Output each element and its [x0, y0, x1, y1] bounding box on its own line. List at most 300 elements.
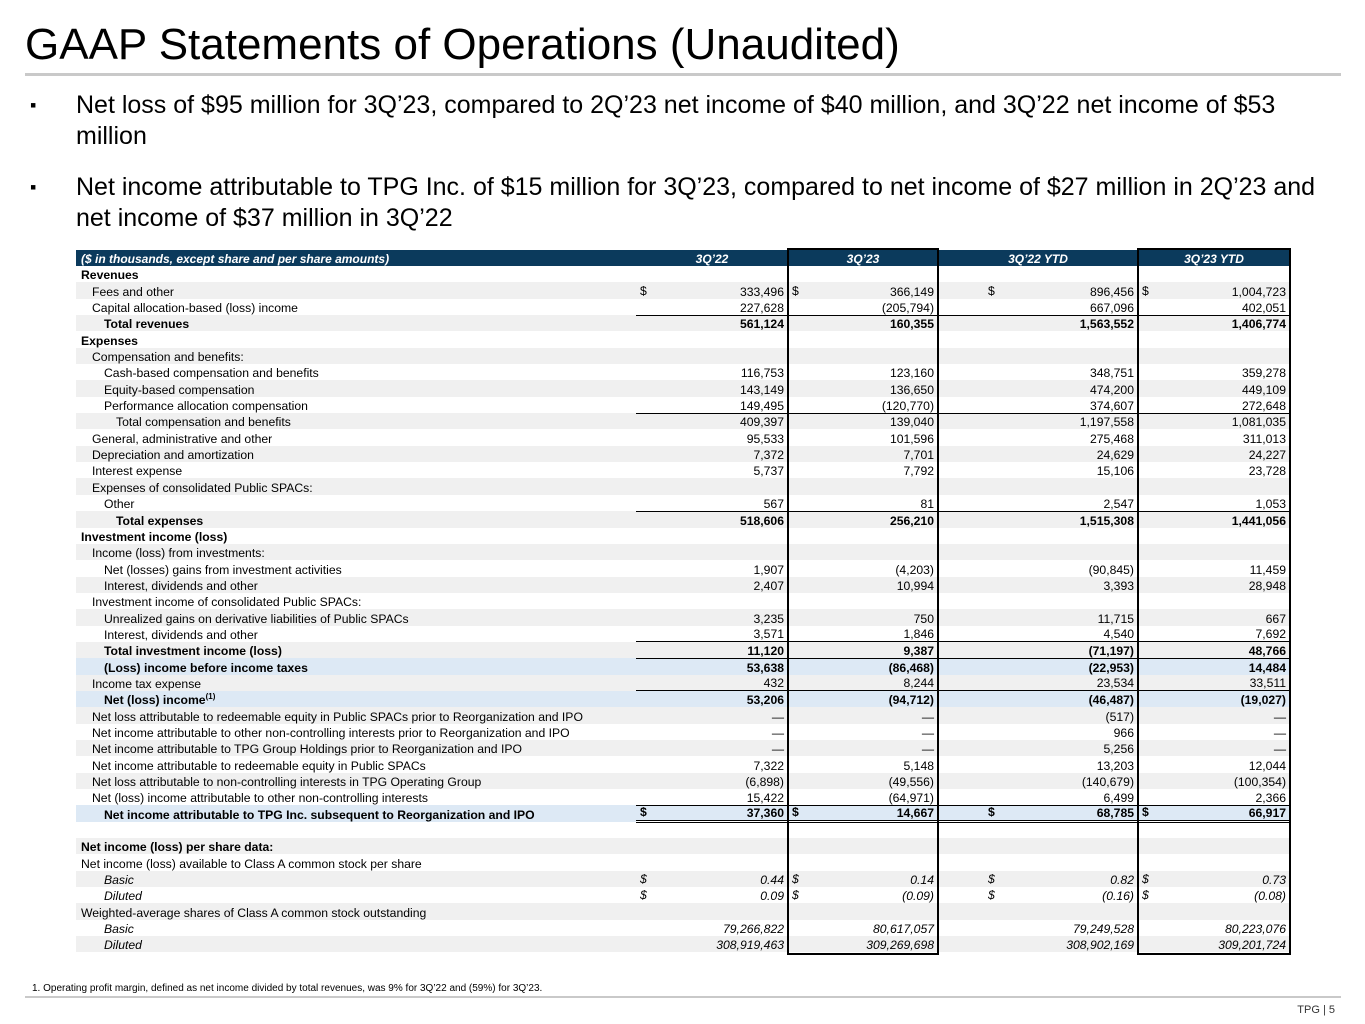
cell-value: 15,106	[1096, 464, 1134, 479]
table-row	[76, 871, 1290, 887]
cell-value: —	[1273, 742, 1286, 757]
cell-3q22-ytd	[938, 282, 1138, 298]
cell-value: 366,149	[889, 284, 934, 299]
cell-value: 561,124	[739, 317, 784, 332]
row-label-text: Total investment income (loss)	[104, 644, 282, 659]
cell-3q23	[788, 675, 938, 691]
row-label	[76, 936, 636, 952]
page-number: TPG | 5	[1297, 1004, 1335, 1016]
dollar-sign: $	[640, 872, 647, 887]
cell-3q23-ytd	[1138, 675, 1290, 691]
cell-3q22-ytd	[938, 446, 1138, 462]
row-label-text: Net (losses) gains from investment activities	[104, 562, 342, 577]
table-row	[76, 822, 1290, 838]
table-row	[76, 299, 1290, 315]
cell-3q23	[788, 822, 938, 838]
row-label	[76, 642, 636, 658]
row-label-text: Income (loss) from investments:	[92, 546, 265, 561]
row-label-text: Expenses of consolidated Public SPACs:	[92, 480, 313, 495]
cell-3q22-ytd	[938, 658, 1138, 674]
cell-3q22-ytd	[938, 626, 1138, 642]
cell-3q23	[788, 544, 938, 560]
row-label	[76, 691, 636, 707]
cell-3q22-ytd	[938, 528, 1138, 544]
cell-value: 23,534	[1096, 676, 1134, 691]
cell-value: (0.16)	[1102, 889, 1134, 904]
table-row	[76, 364, 1290, 380]
cell-value: 143,149	[739, 382, 784, 397]
cell-3q22	[636, 413, 788, 429]
dollar-sign: $	[640, 283, 647, 298]
table-row	[76, 380, 1290, 396]
dollar-sign: $	[640, 805, 647, 820]
cell-value: 95,533	[746, 431, 784, 446]
row-label-text: Net loss attributable to non-controlling interests in TPG Operating Group	[92, 775, 482, 789]
cell-value: (64,971)	[888, 790, 934, 805]
cell-value: 256,210	[889, 513, 934, 528]
row-label-text: Compensation and benefits:	[92, 350, 244, 365]
cell-3q22-ytd	[938, 462, 1138, 478]
cell-value: 6,499	[1103, 790, 1134, 805]
cell-value: 1,081,035	[1231, 415, 1286, 430]
row-label-text: Net (loss) income attributable to other non-controlling interests	[92, 791, 428, 806]
cell-value: 24,629	[1096, 448, 1134, 463]
cell-value: 37,360	[746, 806, 784, 821]
cell-3q22	[636, 854, 788, 870]
cell-3q23	[788, 838, 938, 854]
cell-3q22	[636, 577, 788, 593]
cell-value: (6,898)	[745, 775, 784, 789]
cell-3q23-ytd	[1138, 805, 1290, 821]
cell-3q22	[636, 789, 788, 805]
cell-3q23	[788, 462, 938, 478]
row-label-text: Net income attributable to TPG Inc. subsequent to Reorganization and IPO	[104, 807, 535, 822]
table-row	[76, 577, 1290, 593]
cell-value: —	[921, 709, 934, 724]
cell-value: 68,785	[1096, 806, 1134, 821]
cell-3q23	[788, 887, 938, 903]
row-label-text: Equity-based compensation	[104, 382, 255, 397]
row-label-text: Basic	[104, 922, 134, 937]
cell-3q23-ytd	[1138, 495, 1290, 511]
cell-3q22	[636, 462, 788, 478]
dollar-sign: $	[792, 283, 799, 298]
cell-3q22-ytd	[938, 380, 1138, 396]
cell-value: (71,197)	[1088, 643, 1134, 658]
table-row	[76, 691, 1290, 707]
summary-bullets	[30, 90, 1350, 254]
row-label	[76, 315, 636, 331]
bullet-marker: ▪	[30, 95, 37, 115]
table-row	[76, 854, 1290, 870]
dollar-sign: $	[1142, 872, 1149, 887]
cell-value: 7,372	[753, 448, 784, 463]
row-label	[76, 773, 636, 789]
cell-value: 136,650	[889, 382, 934, 397]
cell-value: 5,148	[903, 758, 934, 773]
row-label-text: Net income attributable to redeemable equity in Public SPACs	[92, 758, 426, 773]
cell-value: 7,322	[753, 758, 784, 773]
cell-3q23	[788, 495, 938, 511]
table-row	[76, 593, 1290, 609]
cell-3q22-ytd	[938, 544, 1138, 560]
cell-3q22-ytd	[938, 903, 1138, 919]
table-body	[76, 266, 1290, 952]
cell-3q23-ytd	[1138, 626, 1290, 642]
table-row	[76, 413, 1290, 429]
cell-3q23	[788, 528, 938, 544]
cell-3q23-ytd	[1138, 446, 1290, 462]
cell-3q23	[788, 920, 938, 936]
cell-3q23-ytd	[1138, 642, 1290, 658]
table-row	[76, 429, 1290, 445]
row-label	[76, 364, 636, 380]
cell-3q22-ytd	[938, 609, 1138, 625]
cell-value: 2,407	[753, 578, 784, 593]
table-row	[76, 315, 1290, 331]
cell-3q23	[788, 560, 938, 576]
cell-3q23-ytd	[1138, 577, 1290, 593]
cell-value: (205,794)	[881, 300, 934, 315]
table-row	[76, 805, 1290, 821]
cell-value: 8,244	[903, 676, 934, 691]
table-row	[76, 789, 1290, 805]
cell-value: (19,027)	[1240, 693, 1286, 708]
cell-value: 15,422	[746, 790, 784, 805]
cell-value: 272,648	[1241, 398, 1286, 413]
cell-value: 33,511	[1249, 676, 1286, 691]
cell-3q22-ytd	[938, 756, 1138, 772]
cell-3q23-ytd	[1138, 560, 1290, 576]
cell-value: 48,766	[1248, 643, 1286, 658]
cell-3q23	[788, 707, 938, 723]
cell-value: —	[771, 742, 784, 757]
table-row	[76, 724, 1290, 740]
cell-3q23	[788, 871, 938, 887]
table-row	[76, 348, 1290, 364]
cell-3q23-ytd	[1138, 331, 1290, 347]
cell-3q23	[788, 397, 938, 413]
row-label	[76, 593, 636, 609]
cell-3q23-ytd	[1138, 789, 1290, 805]
cell-3q23	[788, 805, 938, 821]
row-label	[76, 299, 636, 315]
cell-3q22	[636, 658, 788, 674]
cell-3q23	[788, 266, 938, 282]
cell-value: 348,751	[1089, 366, 1134, 381]
cell-value: 116,753	[740, 366, 784, 381]
cell-3q22-ytd	[938, 413, 1138, 429]
title-divider	[25, 73, 1341, 76]
cell-value: 66,917	[1248, 806, 1286, 821]
row-label	[76, 724, 636, 740]
cell-3q23	[788, 380, 938, 396]
row-label	[76, 577, 636, 593]
cell-3q22	[636, 380, 788, 396]
cell-3q22-ytd	[938, 773, 1138, 789]
cell-3q22	[636, 364, 788, 380]
row-label	[76, 609, 636, 625]
cell-3q23	[788, 936, 938, 952]
cell-value: (94,712)	[888, 693, 934, 708]
cell-3q23-ytd	[1138, 724, 1290, 740]
row-label	[76, 903, 636, 919]
cell-value: 149,495	[739, 398, 784, 413]
table-row	[76, 903, 1290, 919]
cell-value: —	[771, 709, 784, 724]
cell-3q23-ytd	[1138, 936, 1290, 952]
cell-3q23-ytd	[1138, 282, 1290, 298]
statement-of-operations-table	[76, 250, 1290, 952]
table-row	[76, 478, 1290, 494]
cell-3q23	[788, 658, 938, 674]
cell-3q22-ytd	[938, 740, 1138, 756]
row-label	[76, 380, 636, 396]
row-label	[76, 871, 636, 887]
cell-value: (120,770)	[881, 398, 934, 413]
cell-value: —	[771, 725, 784, 740]
cell-value: 750	[913, 611, 934, 626]
cell-value: 5,256	[1103, 742, 1134, 757]
table-row	[76, 609, 1290, 625]
row-label-text: Total revenues	[104, 317, 190, 332]
cell-value: 227,628	[739, 300, 784, 315]
cell-3q23	[788, 331, 938, 347]
cell-value: 139,040	[889, 415, 934, 430]
cell-value: 24,227	[1248, 448, 1286, 463]
dollar-sign: $	[1142, 283, 1149, 298]
cell-3q23	[788, 756, 938, 772]
cell-3q22	[636, 887, 788, 903]
cell-3q23-ytd	[1138, 854, 1290, 870]
cell-value: 13,203	[1096, 758, 1134, 773]
cell-value: 11,715	[1097, 611, 1134, 626]
cell-3q22-ytd	[938, 854, 1138, 870]
dollar-sign: $	[988, 872, 995, 887]
row-label-text: Cash-based compensation and benefits	[104, 366, 319, 381]
cell-3q23-ytd	[1138, 756, 1290, 772]
cell-3q22-ytd	[938, 266, 1138, 282]
cell-value: 3,393	[1103, 578, 1134, 593]
cell-3q22-ytd	[938, 789, 1138, 805]
table-row	[76, 756, 1290, 772]
cell-3q23	[788, 593, 938, 609]
cell-value: 567	[763, 496, 784, 511]
cell-3q22	[636, 348, 788, 364]
table-row	[76, 544, 1290, 560]
cell-3q22	[636, 609, 788, 625]
cell-value: 81	[920, 496, 934, 511]
cell-3q22-ytd	[938, 936, 1138, 952]
header-3q22: 3Q’22	[636, 250, 788, 266]
cell-3q22-ytd	[938, 593, 1138, 609]
cell-3q22	[636, 331, 788, 347]
cell-3q22-ytd	[938, 707, 1138, 723]
cell-3q23	[788, 724, 938, 740]
cell-3q22	[636, 691, 788, 707]
cell-3q23-ytd	[1138, 511, 1290, 527]
cell-3q22	[636, 511, 788, 527]
cell-3q23-ytd	[1138, 871, 1290, 887]
cell-3q23-ytd	[1138, 740, 1290, 756]
row-label-text: Interest, dividends and other	[104, 578, 258, 593]
cell-3q22	[636, 822, 788, 838]
cell-value: 80,223,076	[1225, 922, 1286, 937]
cell-3q22-ytd	[938, 838, 1138, 854]
row-label-text: Revenues	[81, 268, 139, 283]
row-label	[76, 397, 636, 413]
cell-3q22	[636, 773, 788, 789]
cell-3q22	[636, 756, 788, 772]
footer-divider	[25, 996, 1341, 998]
cell-3q23-ytd	[1138, 462, 1290, 478]
cell-3q23-ytd	[1138, 903, 1290, 919]
cell-3q22-ytd	[938, 920, 1138, 936]
cell-value: 23,728	[1248, 464, 1286, 479]
cell-value: 308,902,169	[1066, 938, 1134, 953]
cell-3q22	[636, 920, 788, 936]
dollar-sign: $	[640, 888, 647, 903]
row-label	[76, 707, 636, 723]
row-label	[76, 429, 636, 445]
row-label-text: Net income (loss) per share data:	[81, 840, 274, 855]
cell-3q23-ytd	[1138, 397, 1290, 413]
cell-value: 311,013	[1242, 431, 1286, 446]
cell-3q23-ytd	[1138, 266, 1290, 282]
dollar-sign: $	[988, 805, 995, 820]
row-label-text: Depreciation and amortization	[92, 448, 254, 463]
cell-3q22	[636, 871, 788, 887]
table-row	[76, 838, 1290, 854]
cell-value: 3,571	[753, 627, 784, 642]
row-label	[76, 462, 636, 478]
cell-value: 333,496	[739, 284, 784, 299]
row-label-text: Investment income (loss)	[81, 529, 228, 544]
cell-3q22	[636, 805, 788, 821]
cell-value: 7,701	[903, 448, 934, 463]
cell-value: 2,366	[1255, 790, 1286, 805]
cell-3q23	[788, 429, 938, 445]
cell-value: 966	[1113, 725, 1134, 740]
row-label	[76, 495, 636, 511]
cell-value: 7,692	[1255, 627, 1286, 642]
cell-3q23	[788, 789, 938, 805]
cell-value: 1,846	[903, 627, 934, 642]
cell-3q22	[636, 446, 788, 462]
cell-value: (100,354)	[1233, 775, 1286, 789]
row-label-text: Net income attributable to other non-controlling interests prior to Reorganization and IPO	[92, 725, 570, 740]
table-row	[76, 773, 1290, 789]
header-3q23-ytd: 3Q’23 YTD	[1138, 250, 1290, 266]
cell-value: 80,617,057	[873, 922, 934, 937]
cell-3q22	[636, 675, 788, 691]
cell-3q22	[636, 740, 788, 756]
cell-value: 309,269,698	[866, 938, 934, 953]
cell-3q22-ytd	[938, 577, 1138, 593]
cell-3q23	[788, 299, 938, 315]
cell-value: 160,355	[889, 317, 934, 332]
cell-3q23	[788, 609, 938, 625]
cell-value: 4,540	[1103, 627, 1134, 642]
cell-value: 275,468	[1089, 431, 1134, 446]
cell-3q23	[788, 478, 938, 494]
row-label	[76, 805, 636, 821]
cell-3q23-ytd	[1138, 315, 1290, 331]
row-label	[76, 789, 636, 805]
cell-value: 0.14	[910, 873, 934, 888]
row-label-text: Investment income of consolidated Public SPACs:	[92, 595, 362, 610]
cell-3q23	[788, 626, 938, 642]
cell-3q22	[636, 560, 788, 576]
cell-3q23-ytd	[1138, 380, 1290, 396]
header-label: ($ in thousands, except share and per share amounts)	[76, 250, 636, 266]
cell-3q23-ytd	[1138, 364, 1290, 380]
cell-3q23-ytd	[1138, 348, 1290, 364]
cell-3q23	[788, 854, 938, 870]
dollar-sign: $	[988, 888, 995, 903]
cell-3q23-ytd	[1138, 299, 1290, 315]
cell-value: 79,249,528	[1073, 922, 1134, 937]
cell-value: (86,468)	[888, 660, 934, 675]
row-label-text: Net income (loss) available to Class A common stock per share	[81, 856, 422, 871]
cell-3q22-ytd	[938, 299, 1138, 315]
cell-value: 1,406,774	[1231, 317, 1286, 332]
cell-value: 374,607	[1089, 398, 1134, 413]
row-label-text: Unrealized gains on derivative liabilities of Public SPACs	[104, 611, 409, 626]
cell-3q23-ytd	[1138, 773, 1290, 789]
dollar-sign: $	[792, 888, 799, 903]
cell-value: —	[1273, 709, 1286, 724]
cell-3q23	[788, 903, 938, 919]
bullet-item	[30, 172, 1350, 234]
cell-3q23	[788, 773, 938, 789]
cell-value: 518,606	[739, 513, 784, 528]
cell-3q22-ytd	[938, 478, 1138, 494]
cell-value: 2,547	[1103, 496, 1134, 511]
row-label-text: Interest expense	[92, 464, 183, 479]
dollar-sign: $	[988, 283, 995, 298]
row-label	[76, 756, 636, 772]
cell-3q22-ytd	[938, 560, 1138, 576]
cell-3q22	[636, 299, 788, 315]
row-label	[76, 478, 636, 494]
row-label-text: Weighted-average shares of Class A common stock outstanding	[81, 905, 427, 920]
table-row	[76, 282, 1290, 298]
row-label	[76, 658, 636, 674]
cell-value: 12,044	[1248, 758, 1286, 773]
cell-3q22-ytd	[938, 724, 1138, 740]
cell-3q22	[636, 642, 788, 658]
footnote: 1. Operating profit margin, defined as net income divided by total revenues, was 9% for 3Q’22 and (59%) for 3Q’23.	[32, 983, 543, 994]
cell-value: 359,278	[1241, 366, 1286, 381]
cell-3q22-ytd	[938, 364, 1138, 380]
dollar-sign: $	[1142, 805, 1149, 820]
cell-3q22-ytd	[938, 805, 1138, 821]
row-label-text: Interest, dividends and other	[104, 627, 258, 642]
cell-3q23-ytd	[1138, 707, 1290, 723]
row-label	[76, 740, 636, 756]
cell-3q23	[788, 364, 938, 380]
row-label	[76, 560, 636, 576]
cell-3q23	[788, 315, 938, 331]
cell-value: 3,235	[753, 611, 784, 626]
cell-3q23-ytd	[1138, 609, 1290, 625]
cell-value: —	[921, 725, 934, 740]
table-row	[76, 560, 1290, 576]
cell-value: 5,737	[753, 464, 784, 479]
cell-3q23-ytd	[1138, 413, 1290, 429]
footnote-ref: (1)	[205, 692, 216, 702]
